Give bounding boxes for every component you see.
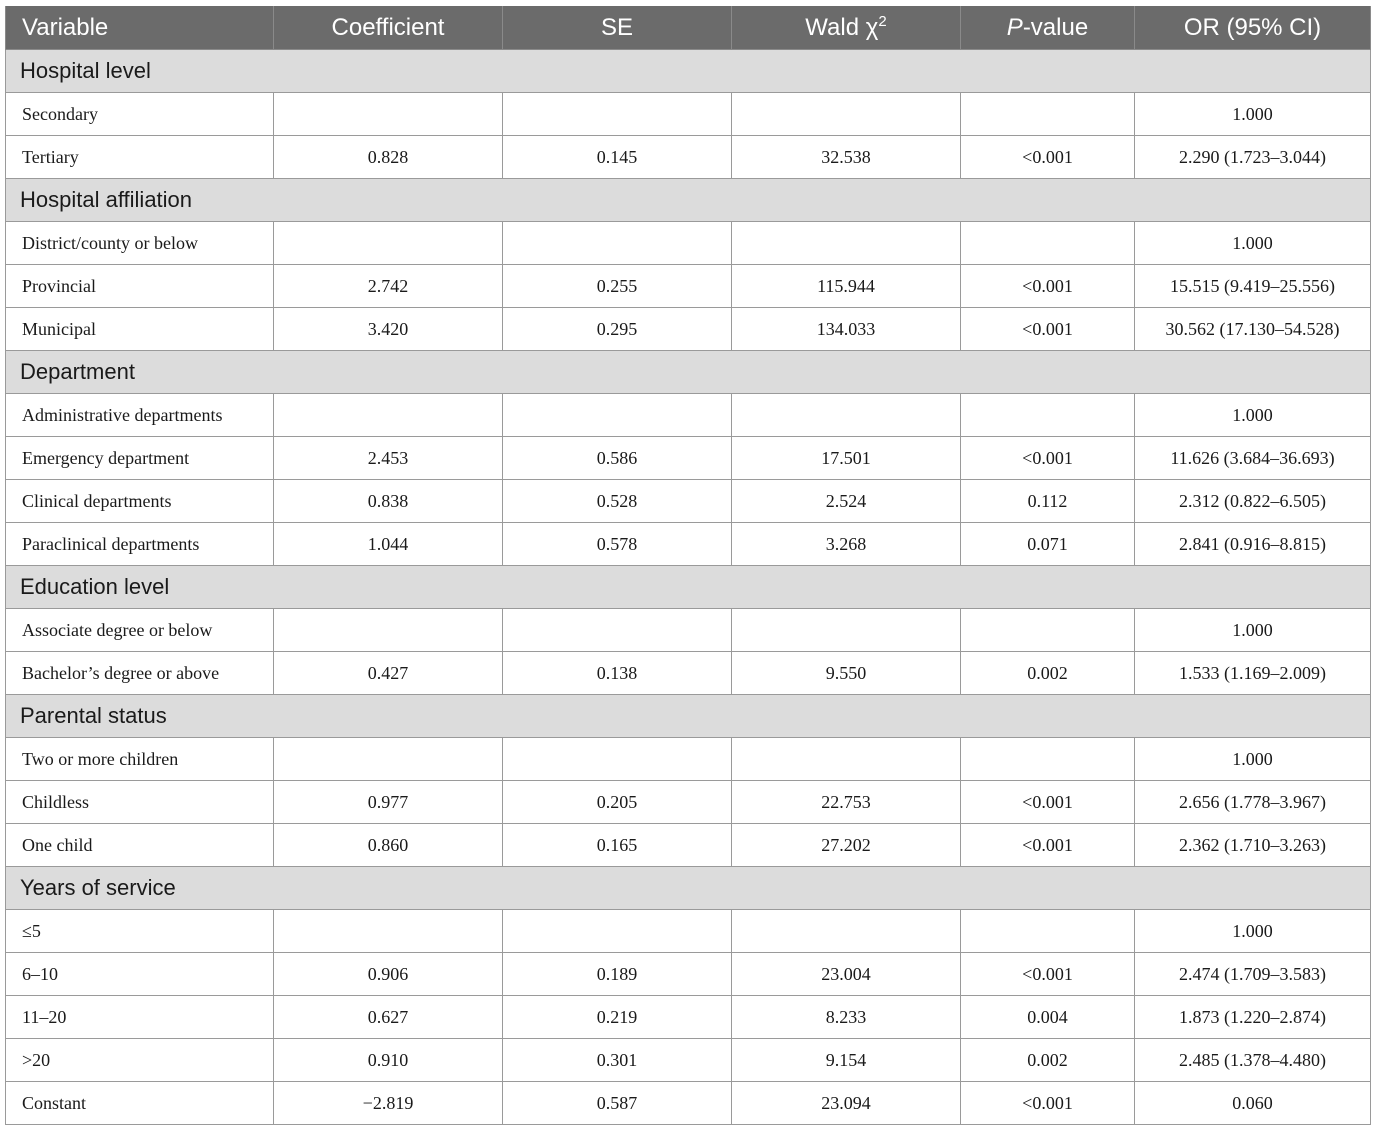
cell-p-value (961, 394, 1135, 437)
regression-table (5, 6, 1371, 1125)
cell-wald: 2.524 (732, 480, 961, 523)
cell-variable: Emergency department (6, 437, 274, 480)
cell-p-value (961, 738, 1135, 781)
table-header (6, 6, 1371, 50)
cell-p-value: 0.071 (961, 523, 1135, 566)
cell-variable: Administrative departments (6, 394, 274, 437)
table-row (6, 222, 1371, 265)
table-row (6, 265, 1371, 308)
cell-p-value (961, 93, 1135, 136)
cell-wald: 17.501 (732, 437, 961, 480)
cell-wald (732, 394, 961, 437)
cell-wald (732, 609, 961, 652)
table-row (6, 652, 1371, 695)
table-row (6, 93, 1371, 136)
cell-variable: One child (6, 824, 274, 867)
cell-variable: Constant (6, 1082, 274, 1125)
cell-se (503, 93, 732, 136)
section-row (6, 50, 1371, 93)
cell-variable: Childless (6, 781, 274, 824)
table-row (6, 824, 1371, 867)
cell-coefficient: 0.910 (274, 1039, 503, 1082)
cell-se: 0.295 (503, 308, 732, 351)
cell-wald: 32.538 (732, 136, 961, 179)
cell-or: 0.060 (1135, 1082, 1371, 1125)
cell-coefficient: 0.906 (274, 953, 503, 996)
cell-se: 0.301 (503, 1039, 732, 1082)
cell-variable: District/county or below (6, 222, 274, 265)
cell-p-value: <0.001 (961, 437, 1135, 480)
cell-coefficient (274, 222, 503, 265)
cell-wald: 8.233 (732, 996, 961, 1039)
table-row (6, 781, 1371, 824)
cell-p-value: 0.004 (961, 996, 1135, 1039)
table-row (6, 523, 1371, 566)
cell-variable: Municipal (6, 308, 274, 351)
cell-coefficient: −2.819 (274, 1082, 503, 1125)
cell-or: 1.000 (1135, 609, 1371, 652)
cell-se (503, 394, 732, 437)
cell-or: 2.290 (1.723–3.044) (1135, 136, 1371, 179)
cell-coefficient (274, 738, 503, 781)
table-row (6, 308, 1371, 351)
cell-wald (732, 222, 961, 265)
header-wald-text: Wald χ (805, 14, 879, 41)
cell-wald: 134.033 (732, 308, 961, 351)
cell-variable: Paraclinical departments (6, 523, 274, 566)
table-row (6, 738, 1371, 781)
cell-coefficient: 1.044 (274, 523, 503, 566)
cell-se: 0.219 (503, 996, 732, 1039)
cell-coefficient (274, 93, 503, 136)
header-wald (732, 6, 961, 50)
table-row (6, 996, 1371, 1039)
section-title: Parental status (6, 695, 1371, 738)
cell-wald (732, 910, 961, 953)
section-row (6, 351, 1371, 394)
cell-p-value: <0.001 (961, 1082, 1135, 1125)
cell-or: 1.000 (1135, 93, 1371, 136)
table-body (6, 50, 1371, 1125)
cell-wald: 23.004 (732, 953, 961, 996)
cell-or: 1.533 (1.169–2.009) (1135, 652, 1371, 695)
cell-coefficient (274, 609, 503, 652)
table-row (6, 910, 1371, 953)
cell-p-value: 0.112 (961, 480, 1135, 523)
cell-p-value: <0.001 (961, 824, 1135, 867)
cell-p-value: <0.001 (961, 265, 1135, 308)
cell-p-value: <0.001 (961, 136, 1135, 179)
header-coefficient: Coefficient (274, 6, 503, 50)
cell-se: 0.165 (503, 824, 732, 867)
cell-wald (732, 93, 961, 136)
section-title: Education level (6, 566, 1371, 609)
cell-variable: ≤5 (6, 910, 274, 953)
cell-coefficient: 3.420 (274, 308, 503, 351)
cell-p-value: 0.002 (961, 1039, 1135, 1082)
cell-variable: Two or more children (6, 738, 274, 781)
cell-se: 0.255 (503, 265, 732, 308)
cell-coefficient: 0.838 (274, 480, 503, 523)
header-wald-superscript: 2 (878, 13, 887, 30)
header-or: OR (95% CI) (1135, 6, 1371, 50)
cell-or: 1.000 (1135, 394, 1371, 437)
section-row (6, 566, 1371, 609)
table-row (6, 136, 1371, 179)
cell-or: 1.000 (1135, 738, 1371, 781)
table-row (6, 1082, 1371, 1125)
cell-se: 0.578 (503, 523, 732, 566)
cell-se: 0.189 (503, 953, 732, 996)
cell-se: 0.138 (503, 652, 732, 695)
cell-wald: 27.202 (732, 824, 961, 867)
cell-wald (732, 738, 961, 781)
cell-or: 2.485 (1.378–4.480) (1135, 1039, 1371, 1082)
cell-variable: Provincial (6, 265, 274, 308)
section-title: Years of service (6, 867, 1371, 910)
cell-or: 2.841 (0.916–8.815) (1135, 523, 1371, 566)
cell-coefficient (274, 394, 503, 437)
cell-coefficient: 0.828 (274, 136, 503, 179)
cell-or: 30.562 (17.130–54.528) (1135, 308, 1371, 351)
cell-coefficient: 0.860 (274, 824, 503, 867)
cell-se (503, 738, 732, 781)
header-p-value (961, 6, 1135, 50)
table-row (6, 394, 1371, 437)
cell-or: 1.000 (1135, 910, 1371, 953)
table-row (6, 1039, 1371, 1082)
cell-se: 0.586 (503, 437, 732, 480)
cell-coefficient: 2.742 (274, 265, 503, 308)
header-p-rest: -value (1022, 13, 1089, 41)
cell-p-value (961, 609, 1135, 652)
table-row (6, 437, 1371, 480)
cell-p-value: <0.001 (961, 781, 1135, 824)
cell-wald: 9.550 (732, 652, 961, 695)
header-variable: Variable (6, 6, 274, 50)
cell-se: 0.528 (503, 480, 732, 523)
cell-p-value (961, 910, 1135, 953)
cell-variable: Tertiary (6, 136, 274, 179)
header-se: SE (503, 6, 732, 50)
cell-coefficient: 0.977 (274, 781, 503, 824)
cell-variable: 6–10 (6, 953, 274, 996)
cell-or: 2.312 (0.822–6.505) (1135, 480, 1371, 523)
cell-or: 2.474 (1.709–3.583) (1135, 953, 1371, 996)
header-p-italic: P (1006, 13, 1023, 41)
section-title: Hospital affiliation (6, 179, 1371, 222)
cell-or: 2.656 (1.778–3.967) (1135, 781, 1371, 824)
cell-variable: Secondary (6, 93, 274, 136)
table-row (6, 609, 1371, 652)
cell-wald: 115.944 (732, 265, 961, 308)
cell-se (503, 222, 732, 265)
cell-variable: 11–20 (6, 996, 274, 1039)
section-title: Hospital level (6, 50, 1371, 93)
cell-or: 1.000 (1135, 222, 1371, 265)
cell-se: 0.587 (503, 1082, 732, 1125)
cell-variable: Bachelor’s degree or above (6, 652, 274, 695)
table-row (6, 480, 1371, 523)
section-title: Department (6, 351, 1371, 394)
cell-p-value: 0.002 (961, 652, 1135, 695)
cell-p-value: <0.001 (961, 308, 1135, 351)
cell-wald: 22.753 (732, 781, 961, 824)
cell-se (503, 910, 732, 953)
cell-variable: >20 (6, 1039, 274, 1082)
cell-coefficient: 2.453 (274, 437, 503, 480)
cell-wald: 23.094 (732, 1082, 961, 1125)
cell-wald: 3.268 (732, 523, 961, 566)
section-row (6, 867, 1371, 910)
section-row (6, 695, 1371, 738)
cell-or: 1.873 (1.220–2.874) (1135, 996, 1371, 1039)
cell-or: 15.515 (9.419–25.556) (1135, 265, 1371, 308)
table-row (6, 953, 1371, 996)
cell-se: 0.145 (503, 136, 732, 179)
regression-table-container (5, 6, 1370, 1125)
cell-coefficient: 0.427 (274, 652, 503, 695)
cell-wald: 9.154 (732, 1039, 961, 1082)
cell-or: 11.626 (3.684–36.693) (1135, 437, 1371, 480)
cell-or: 2.362 (1.710–3.263) (1135, 824, 1371, 867)
cell-variable: Associate degree or below (6, 609, 274, 652)
cell-se (503, 609, 732, 652)
header-row (6, 6, 1371, 50)
cell-p-value (961, 222, 1135, 265)
cell-variable: Clinical departments (6, 480, 274, 523)
section-row (6, 179, 1371, 222)
cell-p-value: <0.001 (961, 953, 1135, 996)
cell-coefficient (274, 910, 503, 953)
cell-coefficient: 0.627 (274, 996, 503, 1039)
cell-se: 0.205 (503, 781, 732, 824)
